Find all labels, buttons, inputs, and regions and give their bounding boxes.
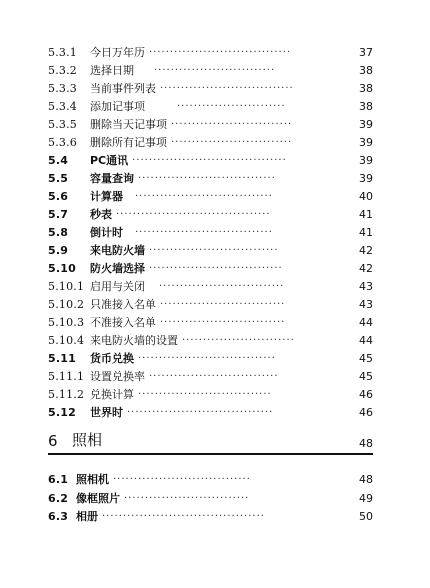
toc-leader: ··························· xyxy=(182,335,295,346)
toc-page: 37 xyxy=(359,46,373,59)
toc-title: 货币兑换 xyxy=(90,352,134,365)
toc-page: 42 xyxy=(359,244,373,257)
toc-title: 选择日期 xyxy=(90,64,134,77)
toc-page: 46 xyxy=(359,406,373,419)
chapter-number: 6 xyxy=(48,432,58,450)
toc-entry xyxy=(48,260,373,278)
toc-page: 38 xyxy=(359,100,373,113)
toc-entry xyxy=(48,490,373,508)
toc-entry xyxy=(48,98,373,116)
toc-number: 5.11.2 xyxy=(48,388,85,401)
toc-title: 只准接入名单 xyxy=(90,298,156,311)
toc-page: 46 xyxy=(359,388,373,401)
toc-leader: ····························· xyxy=(154,65,276,76)
toc-leader: ·································· xyxy=(149,47,292,58)
toc-page: 38 xyxy=(359,82,373,95)
toc-entry xyxy=(48,152,373,170)
toc-title: 今日万年历 xyxy=(90,46,145,59)
toc-leader: ······························ xyxy=(124,493,250,504)
toc-page: 39 xyxy=(359,154,373,167)
toc-number: 5.4 xyxy=(48,154,69,167)
toc-leader: ······························· xyxy=(149,245,279,256)
toc-entry xyxy=(48,224,373,242)
toc-page: 50 xyxy=(359,510,373,523)
toc-page: 45 xyxy=(359,370,373,383)
toc-title: 兑换计算 xyxy=(90,388,134,401)
toc-leader: ······························· xyxy=(149,371,279,382)
toc-entry xyxy=(48,386,373,404)
toc-leader: ································ xyxy=(138,389,272,400)
toc-leader: ··································· xyxy=(127,407,274,418)
toc-title: 秒表 xyxy=(90,208,112,221)
toc-number: 5.12 xyxy=(48,406,76,419)
toc-page: 49 xyxy=(359,492,373,505)
toc-title: 删除当天记事项 xyxy=(90,118,167,131)
toc-title: 倒计时 xyxy=(90,226,123,239)
toc-page: 39 xyxy=(359,136,373,149)
toc-leader: ······························ xyxy=(160,317,286,328)
toc-number: 5.9 xyxy=(48,244,69,257)
chapter-page: 48 xyxy=(359,437,373,450)
toc-entry xyxy=(48,206,373,224)
toc-title: 设置兑换率 xyxy=(90,370,145,383)
toc-number: 5.10.1 xyxy=(48,280,85,293)
toc-entry xyxy=(48,404,373,422)
toc-leader: ······································· xyxy=(102,511,265,522)
toc-number: 5.3.5 xyxy=(48,118,77,131)
toc-number: 5.3.4 xyxy=(48,100,77,113)
toc-title: 防火墙选择 xyxy=(90,262,145,275)
toc-number: 5.3.6 xyxy=(48,136,77,149)
toc-entry xyxy=(48,471,373,489)
toc-entry xyxy=(48,116,373,134)
toc-leader: ································ xyxy=(149,263,283,274)
toc-page: 42 xyxy=(359,262,373,275)
toc-page: 44 xyxy=(359,334,373,347)
toc-title: 当前事件列表 xyxy=(90,82,156,95)
toc-entry xyxy=(48,134,373,152)
toc-page: 39 xyxy=(359,172,373,185)
toc-page: 48 xyxy=(359,473,373,486)
toc-title: 来电防火墙 xyxy=(90,244,145,257)
toc-number: 6.2 xyxy=(48,492,69,505)
toc-leader: ······························ xyxy=(160,299,286,310)
toc-page: 43 xyxy=(359,280,373,293)
toc-entry xyxy=(48,242,373,260)
toc-number: 6.1 xyxy=(48,473,69,486)
toc-title: 容量查询 xyxy=(90,172,134,185)
toc-title: PC通讯 xyxy=(90,154,129,167)
toc-leader: ································· xyxy=(113,474,251,485)
toc-leader: ································· xyxy=(138,353,276,364)
toc-entry xyxy=(48,188,373,206)
toc-number: 6.3 xyxy=(48,510,69,523)
toc-title: 照相机 xyxy=(76,473,109,486)
toc-number: 5.6 xyxy=(48,190,69,203)
toc-leader: ······························ xyxy=(159,281,285,292)
toc-number: 5.8 xyxy=(48,226,69,239)
toc-title: 启用与关闭 xyxy=(90,280,145,293)
toc-title: 不准接入名单 xyxy=(90,316,156,329)
toc-page: 41 xyxy=(359,208,373,221)
toc-page: 41 xyxy=(359,226,373,239)
toc-leader: ································· xyxy=(135,191,273,202)
toc-number: 5.10.3 xyxy=(48,316,85,329)
toc-entry xyxy=(48,296,373,314)
toc-page: 45 xyxy=(359,352,373,365)
toc-number: 5.11 xyxy=(48,352,76,365)
toc-entry xyxy=(48,332,373,350)
toc-entry xyxy=(48,170,373,188)
toc-page: 44 xyxy=(359,316,373,329)
chapter-title: 照相 xyxy=(72,431,103,449)
toc-number: 5.10.2 xyxy=(48,298,85,311)
toc-entry xyxy=(48,350,373,368)
toc-title: 计算器 xyxy=(90,190,123,203)
chapter-divider xyxy=(48,453,373,455)
toc-entry xyxy=(48,44,373,62)
toc-leader: ····························· xyxy=(171,137,293,148)
toc-entry xyxy=(48,508,373,526)
toc-page: 39 xyxy=(359,118,373,131)
toc-entry xyxy=(48,80,373,98)
toc-page: 40 xyxy=(359,190,373,203)
toc-entry xyxy=(48,278,373,296)
toc-title: 世界时 xyxy=(90,406,123,419)
toc-title: 像框照片 xyxy=(76,492,120,505)
toc-title: 添加记事项 xyxy=(90,100,145,113)
toc-number: 5.3.2 xyxy=(48,64,77,77)
toc-entry xyxy=(48,368,373,386)
toc-title: 来电防火墙的设置 xyxy=(90,334,178,347)
toc-number: 5.10.4 xyxy=(48,334,85,347)
toc-number: 5.11.1 xyxy=(48,370,85,383)
toc-title: 删除所有记事项 xyxy=(90,136,167,149)
toc-number: 5.3.3 xyxy=(48,82,77,95)
toc-leader: ································· xyxy=(135,227,273,238)
toc-page: 43 xyxy=(359,298,373,311)
toc-leader: ·························· xyxy=(177,101,286,112)
toc-leader: ····································· xyxy=(132,155,287,166)
toc-number: 5.5 xyxy=(48,172,69,185)
toc-title: 相册 xyxy=(76,510,98,523)
toc-page: 38 xyxy=(359,64,373,77)
toc-entry xyxy=(48,314,373,332)
toc-entry xyxy=(48,62,373,80)
toc-number: 5.10 xyxy=(48,262,76,275)
toc-leader: ································· xyxy=(138,173,276,184)
toc-number: 5.7 xyxy=(48,208,69,221)
toc-leader: ····································· xyxy=(116,209,271,220)
toc-leader: ····························· xyxy=(171,119,293,130)
chapter-heading xyxy=(48,430,373,450)
toc-leader: ································ xyxy=(160,83,294,94)
toc-number: 5.3.1 xyxy=(48,46,77,59)
